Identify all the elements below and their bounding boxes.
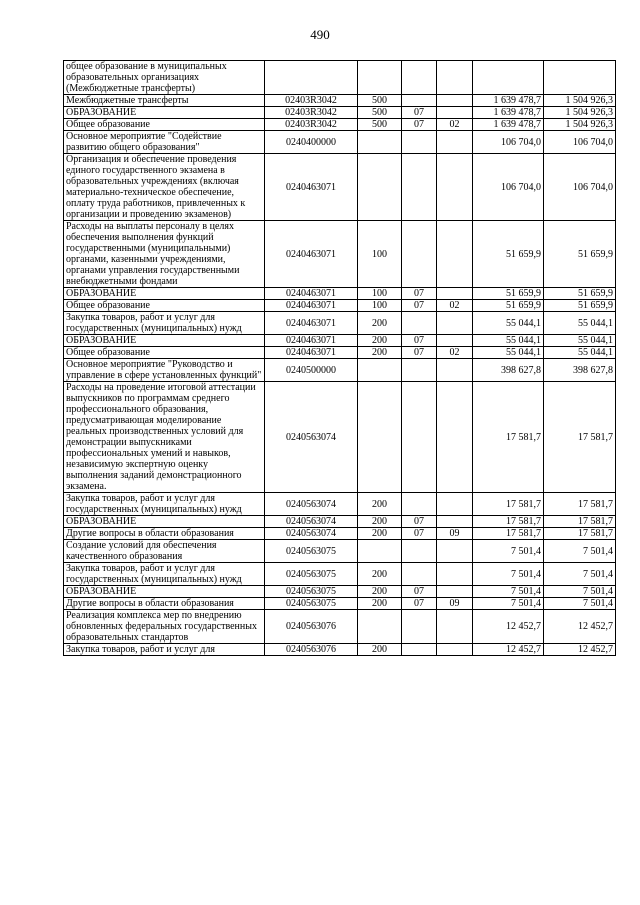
budget-table [63,60,616,656]
row-pr-cell [437,131,473,154]
row-sum2-cell: 12 452,7 [544,644,616,656]
row-sum1-cell: 51 659,9 [473,300,544,312]
row-rz-cell: 07 [402,528,437,540]
table-row [64,335,616,347]
row-sum2-cell: 7 501,4 [544,598,616,610]
row-vr-cell [358,610,402,644]
row-sum1-cell: 55 044,1 [473,312,544,335]
row-vr-cell: 200 [358,335,402,347]
row-sum1-cell: 17 581,7 [473,493,544,516]
row-sum2-cell: 7 501,4 [544,586,616,598]
row-name-cell: Закупка товаров, работ и услуг для государственных (муниципальных) нужд [64,312,265,335]
row-csr-cell: 0240463071 [265,300,358,312]
row-sum1-cell: 51 659,9 [473,221,544,288]
row-csr-cell: 0240463071 [265,154,358,221]
table-row [64,610,616,644]
row-sum2-cell: 1 504 926,3 [544,107,616,119]
row-csr-cell: 0240563074 [265,493,358,516]
table-row [64,61,616,95]
table-row [64,154,616,221]
row-name-cell: Общее образование [64,300,265,312]
row-sum2-cell: 51 659,9 [544,221,616,288]
row-pr-cell [437,312,473,335]
row-sum2-cell: 55 044,1 [544,335,616,347]
row-sum2-cell: 106 704,0 [544,131,616,154]
row-name-cell: Основное мероприятие "Содействие развитию общего образования" [64,131,265,154]
row-pr-cell [437,563,473,586]
row-rz-cell: 07 [402,586,437,598]
row-rz-cell: 07 [402,288,437,300]
row-sum1-cell: 17 581,7 [473,382,544,493]
row-vr-cell: 200 [358,644,402,656]
row-name-cell: Закупка товаров, работ и услуг для [64,644,265,656]
row-csr-cell: 02403R3042 [265,95,358,107]
row-sum1-cell: 106 704,0 [473,154,544,221]
row-name-cell: Закупка товаров, работ и услуг для государственных (муниципальных) нужд [64,563,265,586]
row-pr-cell: 02 [437,300,473,312]
table-row [64,107,616,119]
row-csr-cell: 0240563076 [265,610,358,644]
row-pr-cell [437,107,473,119]
table-row [64,300,616,312]
row-vr-cell: 500 [358,107,402,119]
row-pr-cell [437,516,473,528]
row-csr-cell [265,61,358,95]
row-rz-cell [402,61,437,95]
row-sum1-cell: 7 501,4 [473,586,544,598]
row-vr-cell: 500 [358,119,402,131]
row-sum2-cell: 51 659,9 [544,300,616,312]
row-vr-cell: 200 [358,516,402,528]
table-row [64,95,616,107]
row-sum2-cell: 1 504 926,3 [544,119,616,131]
row-pr-cell [437,644,473,656]
row-pr-cell [437,95,473,107]
row-rz-cell [402,221,437,288]
row-sum1-cell: 7 501,4 [473,598,544,610]
row-csr-cell: 02403R3042 [265,107,358,119]
row-rz-cell [402,154,437,221]
table-row [64,563,616,586]
row-name-cell: Создание условий для обеспечения качественного образования [64,540,265,563]
row-sum2-cell: 7 501,4 [544,540,616,563]
row-sum2-cell: 7 501,4 [544,563,616,586]
row-rz-cell [402,644,437,656]
row-sum2-cell: 106 704,0 [544,154,616,221]
budget-table-body [64,61,616,656]
row-sum2-cell: 398 627,8 [544,359,616,382]
row-name-cell: ОБРАЗОВАНИЕ [64,288,265,300]
row-name-cell: Межбюджетные трансферты [64,95,265,107]
row-csr-cell: 0240500000 [265,359,358,382]
row-csr-cell: 0240463071 [265,335,358,347]
row-name-cell: общее образование в муниципальных образовательных организациях (Межбюджетные трансферты) [64,61,265,95]
row-sum2-cell: 17 581,7 [544,528,616,540]
row-csr-cell: 0240563075 [265,586,358,598]
row-name-cell: Другие вопросы в области образования [64,598,265,610]
row-pr-cell [437,359,473,382]
row-pr-cell [437,221,473,288]
row-vr-cell [358,382,402,493]
row-vr-cell: 200 [358,347,402,359]
row-sum2-cell: 55 044,1 [544,347,616,359]
row-vr-cell: 200 [358,493,402,516]
row-vr-cell: 100 [358,288,402,300]
table-row [64,493,616,516]
row-csr-cell: 0240563075 [265,540,358,563]
row-pr-cell [437,540,473,563]
row-name-cell: ОБРАЗОВАНИЕ [64,335,265,347]
row-csr-cell: 0240563074 [265,516,358,528]
row-rz-cell: 07 [402,300,437,312]
row-sum1-cell: 7 501,4 [473,563,544,586]
row-csr-cell: 0240563075 [265,563,358,586]
row-name-cell: Реализация комплекса мер по внедрению обновленных федеральных государственных образовательных стандартов [64,610,265,644]
row-sum1-cell: 7 501,4 [473,540,544,563]
row-vr-cell [358,61,402,95]
table-row [64,131,616,154]
row-rz-cell: 07 [402,516,437,528]
row-vr-cell: 200 [358,528,402,540]
row-rz-cell [402,610,437,644]
row-rz-cell: 07 [402,119,437,131]
row-pr-cell: 09 [437,598,473,610]
row-csr-cell: 0240563074 [265,382,358,493]
table-row [64,516,616,528]
row-sum2-cell: 12 452,7 [544,610,616,644]
row-vr-cell: 100 [358,300,402,312]
row-pr-cell [437,154,473,221]
row-sum2-cell: 51 659,9 [544,288,616,300]
table-row [64,540,616,563]
row-name-cell: Общее образование [64,347,265,359]
row-rz-cell: 07 [402,347,437,359]
row-name-cell: ОБРАЗОВАНИЕ [64,107,265,119]
row-rz-cell [402,563,437,586]
row-vr-cell: 100 [358,221,402,288]
row-rz-cell: 07 [402,335,437,347]
row-rz-cell [402,312,437,335]
row-vr-cell [358,359,402,382]
table-row [64,598,616,610]
row-vr-cell [358,154,402,221]
row-rz-cell [402,382,437,493]
row-sum1-cell: 398 627,8 [473,359,544,382]
row-vr-cell: 200 [358,598,402,610]
row-vr-cell: 200 [358,312,402,335]
row-csr-cell: 0240463071 [265,221,358,288]
row-sum1-cell: 55 044,1 [473,347,544,359]
row-vr-cell [358,131,402,154]
row-sum1-cell: 17 581,7 [473,516,544,528]
row-sum1-cell: 106 704,0 [473,131,544,154]
row-csr-cell: 0240463071 [265,288,358,300]
row-pr-cell [437,586,473,598]
row-sum1-cell: 1 639 478,7 [473,107,544,119]
row-sum1-cell: 55 044,1 [473,335,544,347]
row-sum2-cell: 17 581,7 [544,493,616,516]
table-row [64,586,616,598]
row-csr-cell: 0240563074 [265,528,358,540]
row-vr-cell: 200 [358,586,402,598]
row-sum1-cell: 1 639 478,7 [473,95,544,107]
row-sum1-cell: 1 639 478,7 [473,119,544,131]
row-rz-cell [402,540,437,563]
row-name-cell: Расходы на проведение итоговой аттестации выпускников по программам среднего профессионального образования, предусматривающая моделирование реальных производственных условий для демонстрации выпускниками профессиональных умений и навыков, независимую экспертную оценку выполнения заданий демонстрационного экзамена. [64,382,265,493]
row-pr-cell: 09 [437,528,473,540]
table-row [64,528,616,540]
row-sum2-cell [544,61,616,95]
table-row [64,359,616,382]
row-pr-cell [437,61,473,95]
row-name-cell: Общее образование [64,119,265,131]
page-number: 490 [310,27,330,42]
row-name-cell: Основное мероприятие "Руководство и управление в сфере установленных функций" [64,359,265,382]
row-vr-cell: 200 [358,563,402,586]
table-row [64,119,616,131]
table-row [64,644,616,656]
row-csr-cell: 0240463071 [265,347,358,359]
row-sum2-cell: 17 581,7 [544,516,616,528]
row-sum1-cell: 12 452,7 [473,610,544,644]
table-row [64,288,616,300]
row-sum2-cell: 1 504 926,3 [544,95,616,107]
row-pr-cell: 02 [437,347,473,359]
row-rz-cell [402,359,437,382]
row-name-cell: Другие вопросы в области образования [64,528,265,540]
row-pr-cell [437,382,473,493]
row-csr-cell: 0240463071 [265,312,358,335]
row-name-cell: Организация и обеспечение проведения единого государственного экзамена в образовательных учреждениях (включая материально-техническое обеспечение, оплату труда работников, привлеченных к организации и проведению экзаменов) [64,154,265,221]
row-sum2-cell: 17 581,7 [544,382,616,493]
row-name-cell: Закупка товаров, работ и услуг для государственных (муниципальных) нужд [64,493,265,516]
row-vr-cell [358,540,402,563]
row-rz-cell [402,95,437,107]
row-rz-cell [402,493,437,516]
row-name-cell: Расходы на выплаты персоналу в целях обеспечения выполнения функций государственными (муниципальными) органами, казенными учреждениями, органами управления государственными внебюджетными фондами [64,221,265,288]
row-pr-cell [437,493,473,516]
row-csr-cell: 0240563076 [265,644,358,656]
row-sum1-cell: 51 659,9 [473,288,544,300]
table-row [64,382,616,493]
table-row [64,221,616,288]
row-sum1-cell: 17 581,7 [473,528,544,540]
row-sum2-cell: 55 044,1 [544,312,616,335]
row-pr-cell: 02 [437,119,473,131]
row-sum1-cell: 12 452,7 [473,644,544,656]
row-pr-cell [437,610,473,644]
row-rz-cell: 07 [402,598,437,610]
row-rz-cell [402,131,437,154]
row-pr-cell [437,335,473,347]
row-csr-cell: 0240563075 [265,598,358,610]
row-name-cell: ОБРАЗОВАНИЕ [64,516,265,528]
table-row [64,347,616,359]
row-vr-cell: 500 [358,95,402,107]
row-name-cell: ОБРАЗОВАНИЕ [64,586,265,598]
table-row [64,312,616,335]
row-pr-cell [437,288,473,300]
row-rz-cell: 07 [402,107,437,119]
row-sum1-cell [473,61,544,95]
row-csr-cell: 0240400000 [265,131,358,154]
row-csr-cell: 02403R3042 [265,119,358,131]
